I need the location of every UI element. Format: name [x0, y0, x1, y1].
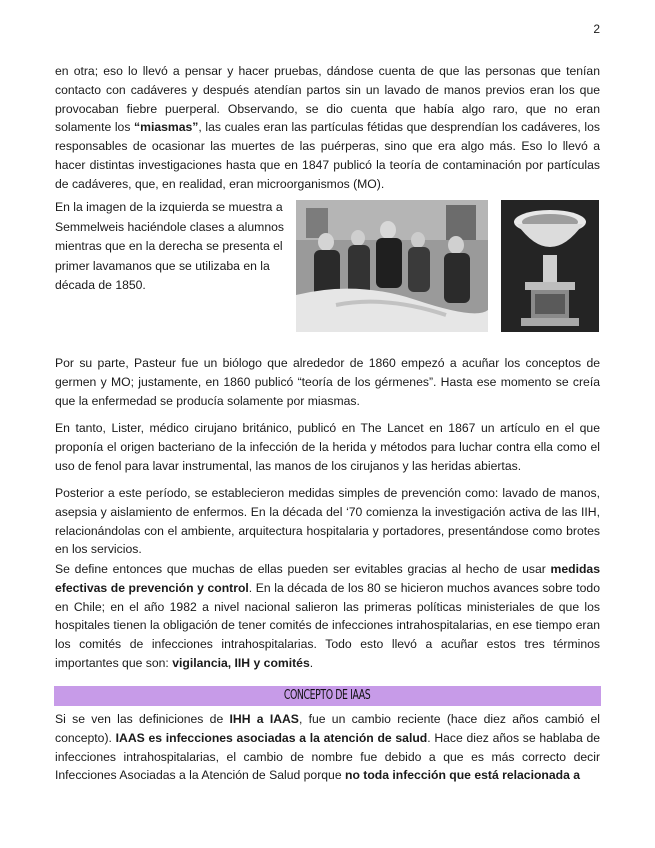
p5-text-c: . En la década de los 80 se hicieron muchos avances sobre todo en Chile; en el año 1982 a nivel nacional salieron las primeras políticas ministeriales de que los hospitales tienen la obligación de tener comités de infecciones intrahospitalarias, en ese tiempo eran los comités de infecciones intrahospitalarias. Todo esto llevó a acuñar estos tres términos importantes que son: [55, 580, 600, 670]
paragraph-semmelweis [55, 62, 600, 194]
p6-text-c: , fue un cambio reciente (hace diez años cambió el concepto). [55, 712, 600, 745]
paragraph-measures [55, 560, 600, 673]
p5-bold-measures: medidas efectivas de prevención y control [55, 562, 600, 595]
section-header-bar [54, 686, 601, 706]
semmelweis-class-illustration [296, 200, 488, 332]
p6-text-a: Si se ven las definiciones de [55, 712, 230, 726]
p1-miasmas-bold: “miasmas” [134, 120, 199, 135]
paragraph-lister: En tanto, Lister, médico cirujano británico, publicó en The Lancet en 1867 un artículo en el que proponía el origen bacteriano de la infección de la herida y métodos para luchar contra ella como el uso de fenol para lavar instrumental, las manos de los cirujanos y las heridas abiertas. [55, 421, 600, 473]
section-title: CONCEPTO DE IAAS [284, 688, 371, 703]
p5-text-e: . [309, 655, 314, 670]
paragraph-pasteur: Por su parte, Pasteur fue un biólogo que alrededor de 1860 empezó a acuñar los conceptos de germen y MO; justamente, en 1860 publicó “teoría de los gérmenes”. Hasta ese momento se creía que la enfermedad se producía solamente por miasmas. [55, 356, 600, 408]
p6-bold-ending: no toda infección que está relacionada a [345, 768, 581, 783]
p1-text-a: en otra; eso lo llevó a pensar y hacer pruebas, dándose cuenta de que las personas que tenían contacto con cadáveres y después atendían partos sin un lavado de manos previos eran los que provocaban fiebre puerperal. Observando, se dio cuenta que había algo raro, que no eran solamente los [55, 64, 600, 135]
washbasin-illustration [501, 200, 599, 332]
paragraph-prevention: Posterior a este período, se establecieron medidas simples de prevención como: lavado de manos, asepsia y aislamiento de enfermos. En la década del ‘70 comienza la investigación activa de las IIH, relacionándolas con el ambiente, arquitectura hospitalaria y portadores, presentándose como brotes en los servicios. [55, 486, 600, 557]
semmelweis-class-photo [296, 200, 488, 332]
washbasin-photo [501, 200, 599, 332]
p5-bold-terms: vigilancia, IIH y comités [172, 655, 310, 670]
p5-text-a: Se define entonces que muchas de ellas pueden ser evitables gracias al hecho de usar [55, 562, 551, 576]
image-caption: En la imagen de la izquierda se muestra a Semmelweis haciéndole clases a alumnos mientras que en la derecha se presenta el primer lavamanos que se utilizaba en la década de 1850. [55, 200, 284, 292]
paragraph-iaas-definition [55, 710, 600, 785]
p6-text-e: . Hace diez años se hablaba de infecciones intrahospitalarias, el cambio de nombre fue debido a que es más correcto decir Infecciones Asociadas a la Atención de Salud porque [55, 730, 601, 783]
p6-bold-ihh: IHH a IAAS [229, 712, 299, 726]
p6-bold-iaas: IAAS es infecciones asociadas a la atención de salud [115, 730, 428, 745]
page-number: 2 [593, 22, 600, 36]
p1-text-c: , las cuales eran las partículas fétidas que desprendían los cadáveres, los responsables de ocasionar las muertes de las puérperas, sino que era algo más. Eso lo llevó a hacer distintas investigaciones hasta que en 1847 publicó la teoría de contaminación por partículas de cadáveres, que, en realidad, eran microorganismos (MO). [55, 120, 600, 191]
